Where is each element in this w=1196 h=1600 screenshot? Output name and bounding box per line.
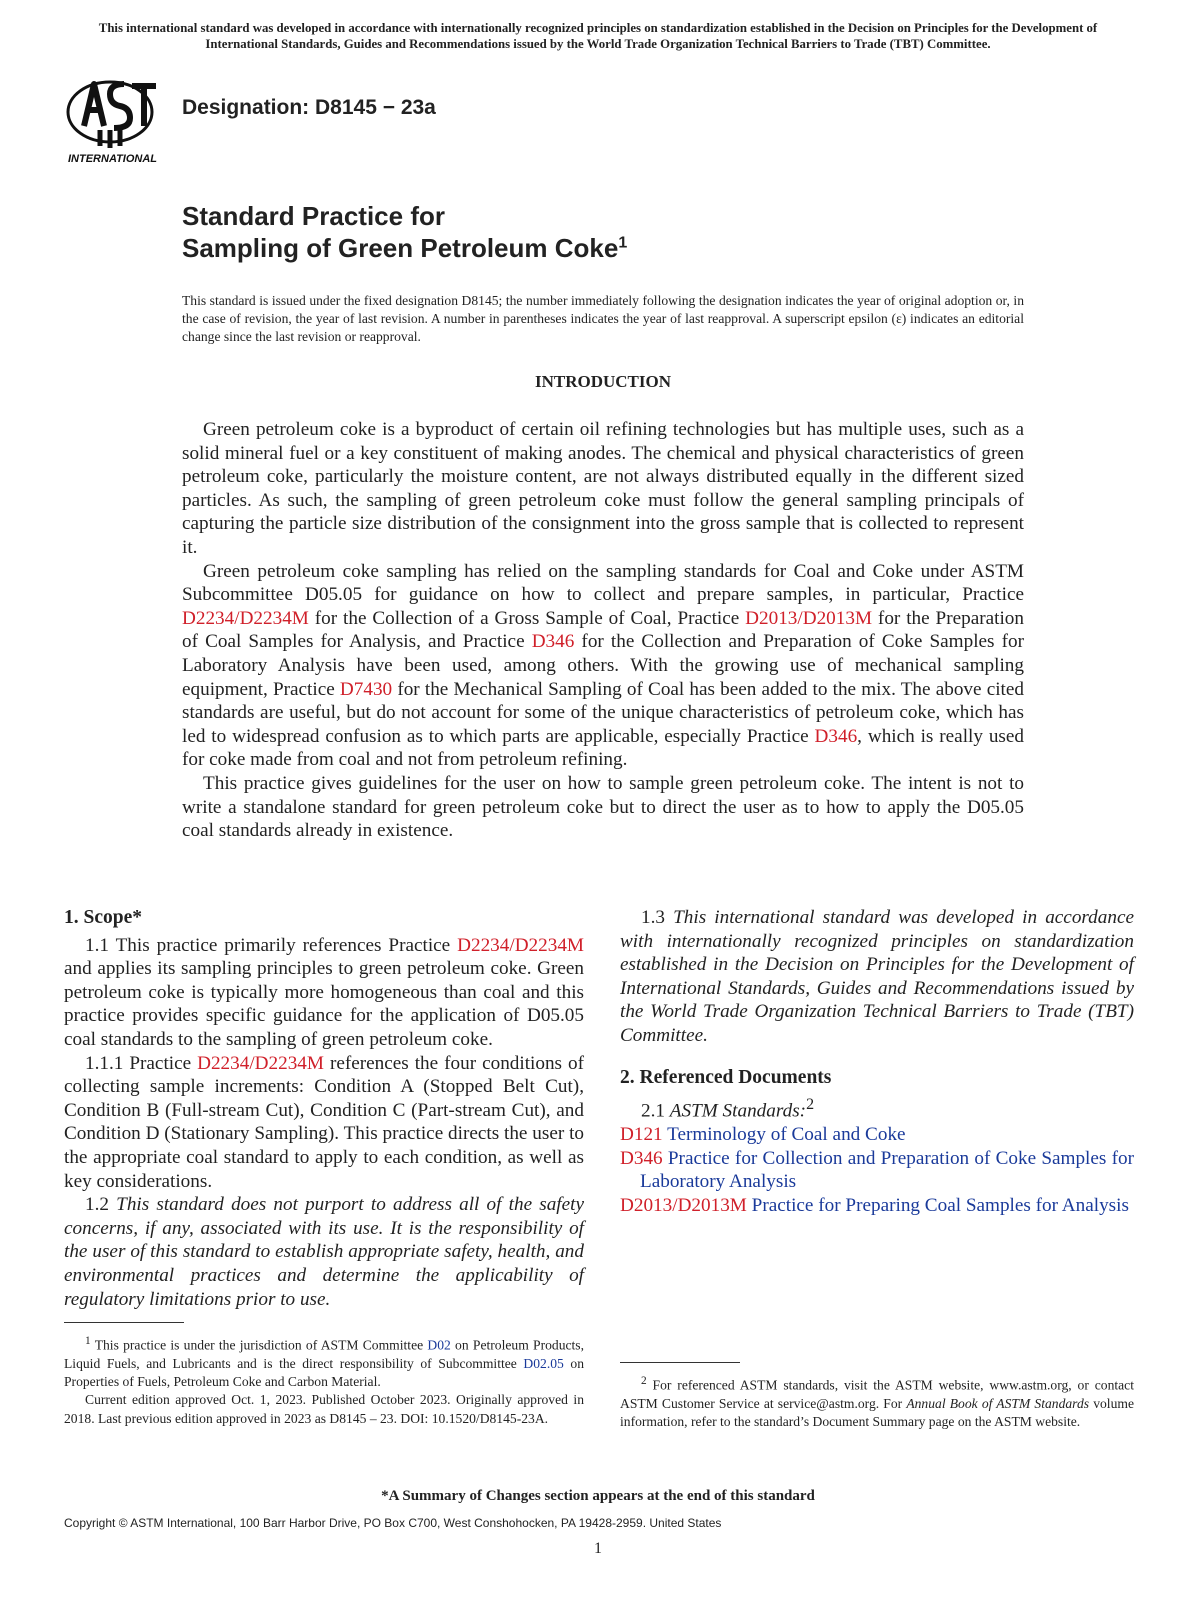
scope-1-3: 1.3 This international standard was developed in accordance with internationally recognized principles on standardization established in the Decision on Principles for the Development of International Standards, Guides and Recommendations issued by the World Trade Organization Technical Barriers to Trade (TBT) Committee. bbox=[620, 907, 1134, 1046]
intro-paragraph-3: This practice gives guidelines for the user on how to sample green petroleum coke. The intent is not to write a standalone standard for green petroleum coke but to direct the user as to how to apply the D05.05 coal standards already in existence. bbox=[182, 772, 1024, 842]
referenced-heading: 2. Referenced Documents bbox=[620, 1066, 832, 1088]
ref-link-d02-05[interactable]: D02.05 bbox=[523, 1355, 564, 1371]
footnote-1: $^1$ This practice is under the jurisdiction of ASTM Committee D02 on Petroleum Products, Liquid Fuels, and Lubricants and is the direct responsibility of Subcommittee D02.05 on Properties of Fuels, Petroleum Coke and Carbon Material. Current edition approved Oct. 1, 2023. Published October 2023. Originally approved in 2018. Last previous edition approved in 2023 as D8145 – 23. DOI: 10.1520/D8145-23A. bbox=[64, 1335, 584, 1426]
ref-link-d346[interactable]: D346 bbox=[814, 725, 858, 747]
designation: Designation: D8145 − 23a bbox=[182, 96, 436, 119]
page-number: 1 bbox=[594, 1540, 602, 1557]
scope-1-1-1: 1.1.1 Practice D2234/D2234M references the four conditions of collecting sample increments: Condition A (Stopped Belt Cut), Condition B (Full-stream Cut), Condition C (Part-stream Cut), and Condition D (Stationary Sampling). This practice directs the user to the appropriate coal standard to apply to each condition, as well as key considerations. bbox=[64, 1052, 584, 1192]
footnote-2: $^2$ For referenced ASTM standards, visit the ASTM website, www.astm.org, or contact ASTM Customer Service at service@astm.org. For Annual Book of ASTM Standards volume information, refer to the standard’s Document Summary page on the ASTM website. bbox=[620, 1375, 1134, 1430]
standards-notice: This international standard was developed in accordance with internationally recognized principles on standardization established in the Decision on Principles for the Development of International Standards, Guides and Recommendations issued by the World Trade Organization Technical Barriers to Trade (TBT) Committee. bbox=[98, 21, 1098, 51]
ref-item[interactable]: D121 Terminology of Coal and Coke bbox=[620, 1124, 906, 1146]
title-footnote-mark: 1 bbox=[618, 234, 628, 252]
ref-link-d2234[interactable]: D2234/D2234M bbox=[457, 934, 584, 956]
ref-link-d2234[interactable]: D2234/D2234M bbox=[182, 607, 309, 629]
astm-logo bbox=[66, 70, 166, 166]
document-title bbox=[182, 200, 627, 264]
footnote-divider bbox=[620, 1362, 740, 1363]
ref-link-d02[interactable]: D02 bbox=[427, 1337, 451, 1353]
ref-link-d346[interactable]: D346 bbox=[531, 631, 575, 653]
title-line-2: Sampling of Green Petroleum Coke$^1$ bbox=[182, 233, 628, 263]
title-line-1: Standard Practice for bbox=[182, 201, 445, 231]
scope-1-1: 1.1 This practice primarily references Practice D2234/D2234M and applies its sampling principles to green petroleum coke. Green petroleum coke is typically more homogeneous than coal and this practice provides specific guidance for the application of D05.05 coal standards to the sampling of green petroleum coke. bbox=[64, 934, 584, 1050]
intro-paragraph-1: Green petroleum coke is a byproduct of certain oil refining technologies but has multiple uses, such as a solid mineral fuel or a key constituent of making anodes. The chemical and physical characteristics of green petroleum coke, particularly the moisture content, are not always distributed equally in the different sized particles. As such, the sampling of green petroleum coke must follow the general sampling principals of capturing the particle size distribution of the consignment into the gross sample that is collected to represent it. bbox=[182, 419, 1024, 558]
ref-item[interactable]: D346 Practice for Collection and Preparation of Coke Samples for Laboratory Analysis bbox=[620, 1147, 1134, 1193]
scope-1-2: 1.2 This standard does not purport to address all of the safety concerns, if any, associated with its use. It is the responsibility of the user of this standard to establish appropriate safety, health, and environmental practices and determine the applicability of regulatory limitations prior to use. bbox=[64, 1194, 585, 1310]
scope-heading: 1. Scope* bbox=[64, 907, 142, 928]
introduction-body bbox=[182, 418, 1024, 843]
copyright: Copyright © ASTM International, 100 Barr Harbor Drive, PO Box C700, West Conshohocken, PA 19428-2959. United States bbox=[64, 1516, 722, 1530]
ref-item[interactable]: D2013/D2013M Practice for Preparing Coal Samples for Analysis bbox=[620, 1194, 1129, 1216]
ref-link-d2234[interactable]: D2234/D2234M bbox=[197, 1052, 324, 1074]
left-column bbox=[64, 906, 584, 1311]
ref-link-d2013[interactable]: D2013/D2013M bbox=[745, 607, 873, 629]
footnote-divider bbox=[64, 1322, 184, 1323]
introduction-heading: INTRODUCTION bbox=[534, 372, 672, 391]
astm-standards-label: 2.1 ASTM Standards:$^2$ bbox=[641, 1096, 815, 1122]
logo-label: INTERNATIONAL bbox=[68, 153, 158, 165]
intro-paragraph-2: Green petroleum coke sampling has relied on the sampling standards for Coal and Coke under ASTM Subcommittee D05.05 for guidance on how to collect and prepare samples, in particular, Practice D2234/D2234M for the Collection of a Gross Sample of Coal, Practice D2013/D2013M for the Preparation of Coal Samples for Analysis, and Practice D346 for the Collection and Preparation of Coke Samples for Laboratory Analysis have been used, among others. With the growing use of mechanical sampling equipment, Practice D7430 for the Mechanical Sampling of Coal has been added to the mix. The above cited standards are useful, but do not account for some of the unique characteristics of petroleum coke, which has led to widespread confusion as to which parts are applicable, especially Practice D346, which is really used for coke made from coal and not from petroleum refining. bbox=[182, 560, 1024, 771]
astm-logo-icon bbox=[66, 70, 166, 166]
summary-of-changes-note: *A Summary of Changes section appears at the end of this standard bbox=[381, 1488, 815, 1504]
ref-link-d7430[interactable]: D7430 bbox=[339, 678, 393, 700]
issued-statement: This standard is issued under the fixed designation D8145; the number immediately following the designation indicates the year of original adoption or, in the case of revision, the year of last revision. A number in parentheses indicates the year of last reapproval. A superscript epsilon (ε) indicates an editorial change since the last revision or reapproval. bbox=[182, 293, 1024, 344]
right-column bbox=[620, 906, 1134, 1218]
